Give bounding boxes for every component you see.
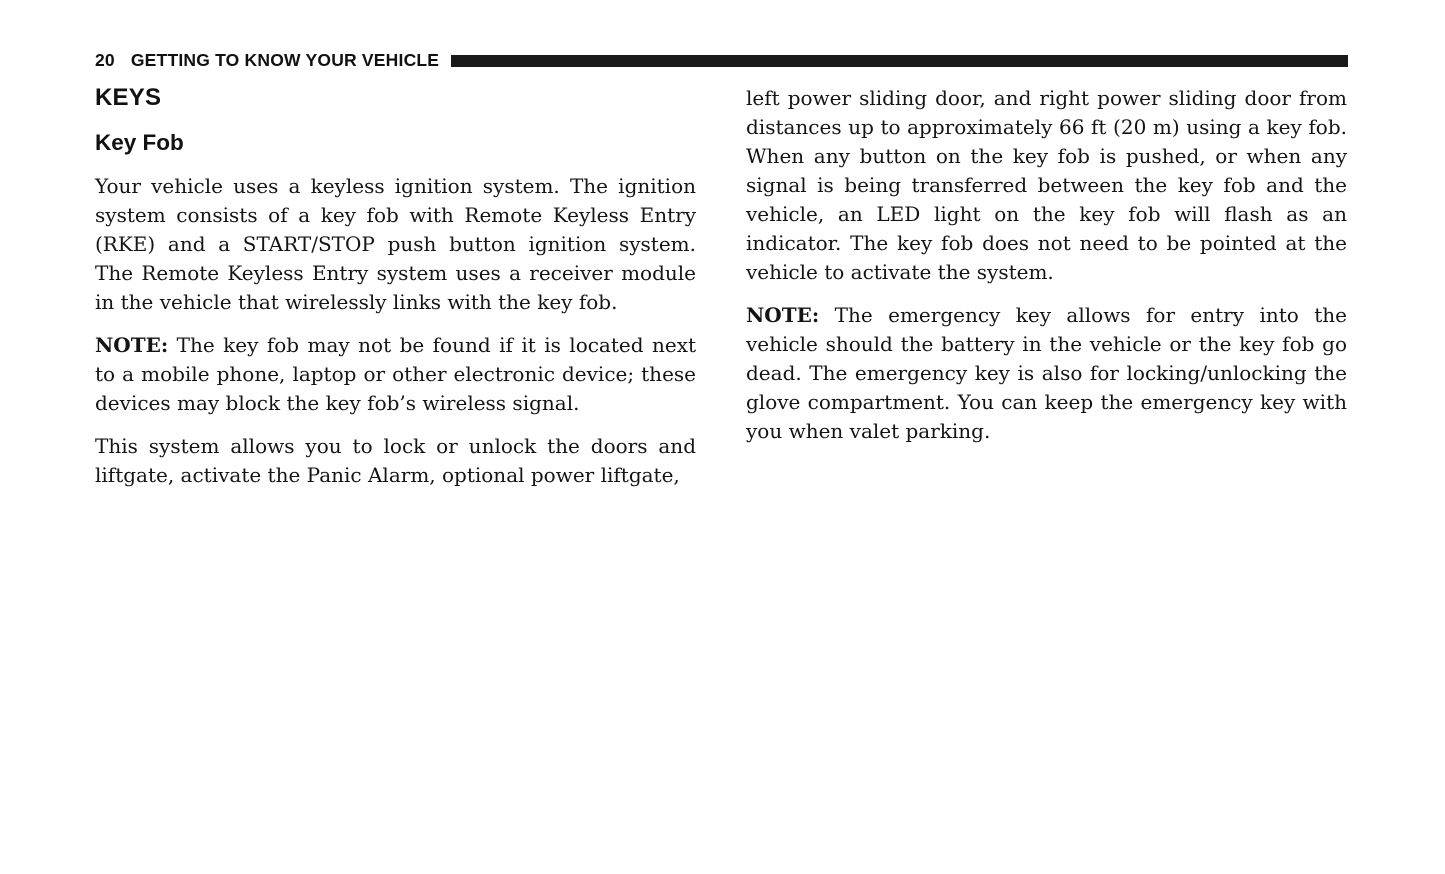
paragraph-ignition-system: Your vehicle uses a keyless ignition system. The ignition system consists of a key fob with Remote Keyless Entry (RKE) and a START/STOP push button ignition system. The Remote Keyless Entry system uses a receiver module in the vehicle that wirelessly links with the key fob. xyxy=(95,174,696,314)
header-rule-bar xyxy=(451,55,1348,67)
paragraph-system-allows: This system allows you to lock or unlock the doors and liftgate, activate the Panic Alarm, optional power liftgate, xyxy=(95,434,696,487)
note-label: NOTE: xyxy=(95,333,169,357)
left-column-text xyxy=(95,172,696,490)
right-column xyxy=(746,84,1347,490)
paragraph-sliding-doors: left power sliding door, and right power sliding door from distances up to approximately 66 ft (20 m) using a key fob. When any button on the key fob is pushed, or when any signal is being transferred between the key fob and the vehicle, an LED light on the key fob will flash as an indicator. The key fob does not need to be pointed at the vehicle to activate the system. xyxy=(746,86,1347,284)
note-text: The emergency key allows for entry into the vehicle should the battery in the vehicle or the key fob go dead. The emergency key is also for locking/unlocking the glove compartment. You can keep the emergency key with you when valet parking. xyxy=(746,303,1347,443)
note-paragraph-wireless-signal xyxy=(95,331,696,418)
section-heading-keys: KEYS xyxy=(95,84,162,111)
note-paragraph-emergency-key xyxy=(746,301,1347,446)
page-content xyxy=(95,84,1347,490)
page-number: 20 xyxy=(95,50,115,70)
page-header xyxy=(95,50,1348,71)
subsection-heading-key-fob: Key Fob xyxy=(95,130,184,155)
note-text: The key fob may not be found if it is located next to a mobile phone, laptop or other electronic device; these devices may block the key fob’s wireless signal. xyxy=(95,333,697,415)
chapter-title: GETTING TO KNOW YOUR VEHICLE xyxy=(130,50,440,70)
note-label: NOTE: xyxy=(746,303,820,327)
left-column xyxy=(95,84,696,490)
right-column-text xyxy=(746,84,1347,446)
